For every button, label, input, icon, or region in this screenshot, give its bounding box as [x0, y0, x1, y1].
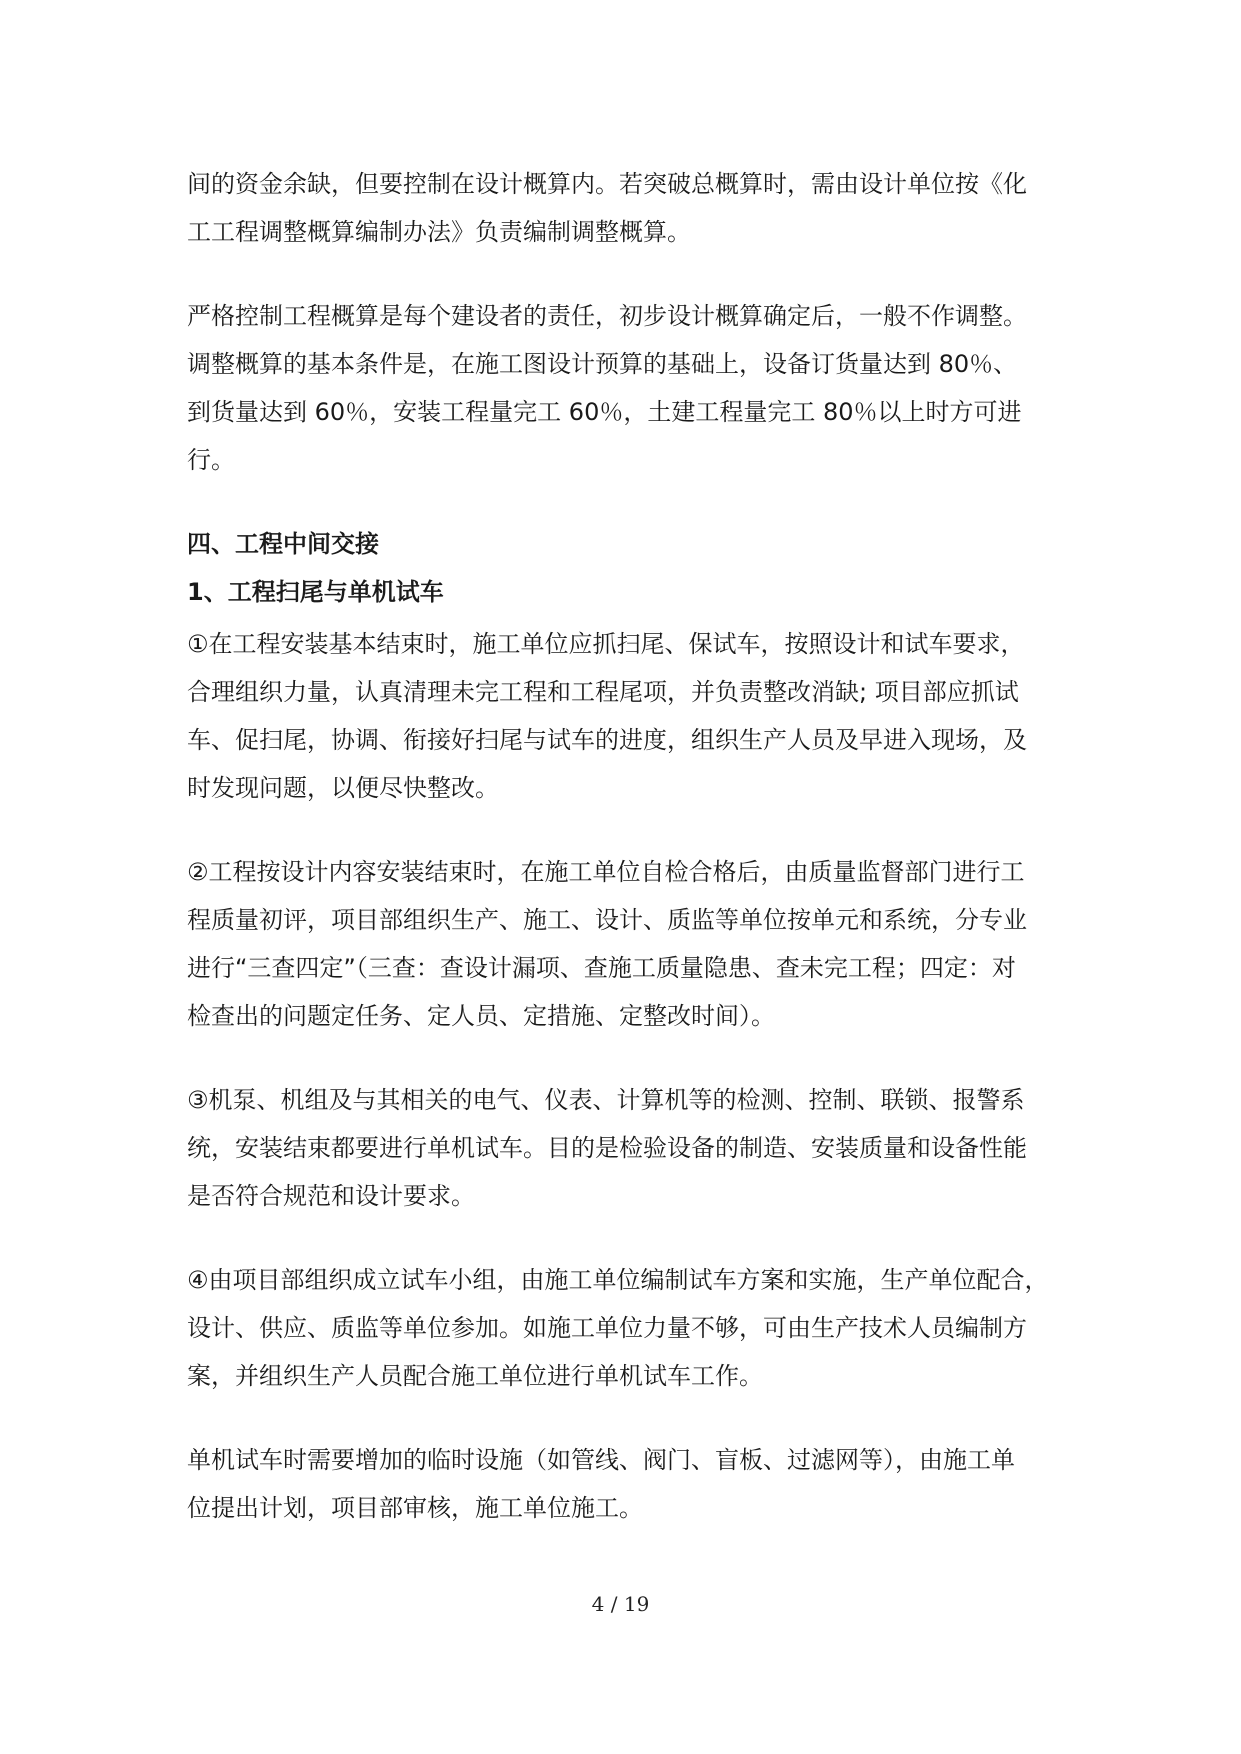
paragraph-line: 间的资金余缺，但要控制在设计概算内。若突破总概算时，需由设计单位按《化 — [187, 170, 1027, 198]
paragraph-line: 工工程调整概算编制办法》负责编制调整概算。 — [187, 218, 691, 246]
document-body — [187, 160, 1057, 1532]
paragraph-item-3 — [187, 1076, 1057, 1220]
paragraph-line: 到货量达到 60％，安装工程量完工 60％，土建工程量完工 80％以上时方可进 — [187, 398, 1022, 426]
paragraph-line: 是否符合规范和设计要求。 — [187, 1182, 475, 1210]
paragraph-spacer — [187, 1400, 1057, 1436]
paragraph-item-2 — [187, 848, 1057, 1040]
section-heading: 四、工程中间交接 — [187, 530, 379, 558]
paragraph-line: ①在工程安装基本结束时，施工单位应抓扫尾、保试车，按照设计和试车要求， — [187, 630, 1025, 658]
paragraph-budget-control — [187, 292, 1057, 484]
paragraph-spacer — [187, 256, 1057, 292]
paragraph-budget-balance — [187, 160, 1057, 256]
paragraph-line: 案，并组织生产人员配合施工单位进行单机试车工作。 — [187, 1362, 763, 1390]
paragraph-line: 车、促扫尾，协调、衔接好扫尾与试车的进度，组织生产人员及早进入现场，及 — [187, 726, 1027, 754]
page-number: 4 / 19 — [591, 1592, 650, 1616]
paragraph-item-1 — [187, 620, 1057, 812]
paragraph-line: 合理组织力量，认真清理未完工程和工程尾项，并负责整改消缺; 项目部应抓试 — [187, 678, 1019, 706]
subsection-heading: 1、工程扫尾与单机试车 — [187, 578, 444, 606]
paragraph-line: 位提出计划，项目部审核，施工单位施工。 — [187, 1494, 643, 1522]
paragraph-line: 严格控制工程概算是每个建设者的责任，初步设计概算确定后，一般不作调整。 — [187, 302, 1027, 330]
paragraph-line: 设计、供应、质监等单位参加。如施工单位力量不够，可由生产技术人员编制方 — [187, 1314, 1027, 1342]
paragraph-line: ②工程按设计内容安装结束时，在施工单位自检合格后，由质量监督部门进行工 — [187, 858, 1025, 886]
paragraph-line: 单机试车时需要增加的临时设施（如管线、阀门、盲板、过滤网等），由施工单 — [187, 1446, 1015, 1474]
paragraph-line: 程质量初评，项目部组织生产、施工、设计、质监等单位按单元和系统，分专业 — [187, 906, 1027, 934]
paragraph-line: 进行“三查四定”（三查：查设计漏项、查施工质量隐患、查未完工程；四定：对 — [187, 954, 1016, 982]
paragraph-line: 统，安装结束都要进行单机试车。目的是检验设备的制造、安装质量和设备性能 — [187, 1134, 1027, 1162]
paragraph-line: 检查出的问题定任务、定人员、定措施、定整改时间）。 — [187, 1002, 775, 1030]
paragraph-spacer — [187, 1220, 1057, 1256]
paragraph-line: 调整概算的基本条件是，在施工图设计预算的基础上，设备订货量达到 80％、 — [187, 350, 1018, 378]
paragraph-spacer — [187, 484, 1057, 520]
paragraph-temporary-facilities — [187, 1436, 1057, 1532]
paragraph-line: 时发现问题，以便尽快整改。 — [187, 774, 499, 802]
paragraph-spacer — [187, 812, 1057, 848]
paragraph-line: 行。 — [187, 446, 235, 474]
paragraph-item-4 — [187, 1256, 1057, 1400]
paragraph-line: ③机泵、机组及与其相关的电气、仪表、计算机等的检测、控制、联锁、报警系 — [187, 1086, 1025, 1114]
paragraph-line: ④由项目部组织成立试车小组，由施工单位编制试车方案和实施，生产单位配合， — [187, 1266, 1049, 1294]
paragraph-spacer — [187, 1040, 1057, 1076]
